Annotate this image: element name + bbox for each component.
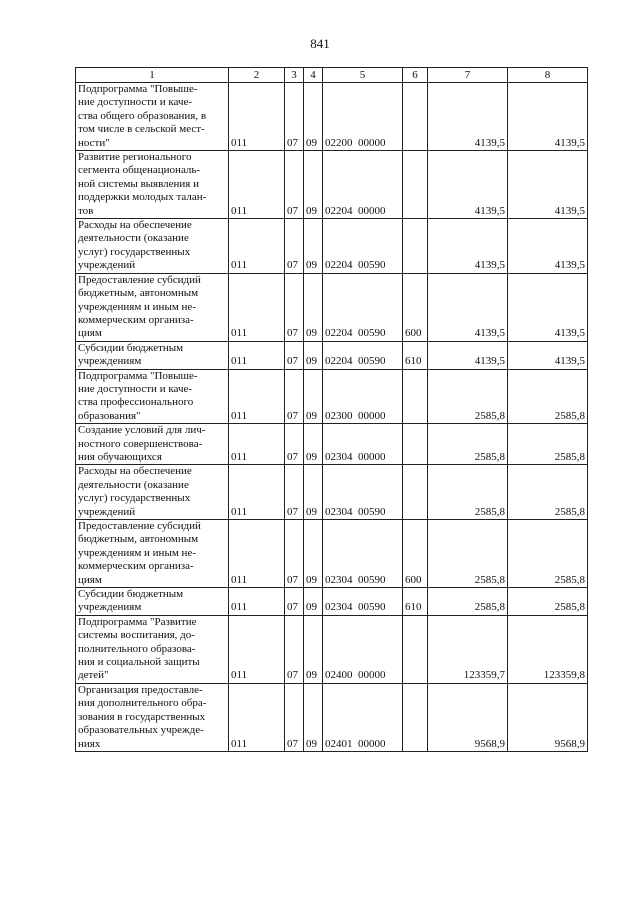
- target-article-code: 02304 00590: [323, 520, 403, 588]
- table-row: [76, 369, 588, 424]
- amount-col-8: 4139,5: [508, 219, 588, 274]
- expense-type-code: [403, 465, 428, 520]
- table-row: [76, 520, 588, 588]
- table-row: [76, 341, 588, 369]
- section-code: 07: [285, 151, 304, 219]
- amount-col-8: 9568,9: [508, 683, 588, 751]
- expense-type-code: [403, 615, 428, 683]
- amount-col-7: 2585,8: [428, 424, 508, 465]
- amount-col-8: 2585,8: [508, 465, 588, 520]
- page-number: 841: [310, 36, 330, 51]
- expense-type-code: 610: [403, 341, 428, 369]
- expense-type-code: [403, 151, 428, 219]
- expense-type-code: [403, 424, 428, 465]
- target-article-code: 02204 00590: [323, 273, 403, 341]
- table-row: [76, 424, 588, 465]
- table-row: [76, 151, 588, 219]
- amount-col-8: 4139,5: [508, 273, 588, 341]
- item-name: Расходы на обеспечение деятельности (оказание услуг) государственных учреждений: [76, 465, 229, 520]
- amount-col-7: 4139,5: [428, 273, 508, 341]
- expense-type-code: [403, 219, 428, 274]
- section-code: 07: [285, 424, 304, 465]
- amount-col-7: 2585,8: [428, 369, 508, 424]
- table-row: [76, 219, 588, 274]
- amount-col-8: 4139,5: [508, 341, 588, 369]
- amount-col-7: 2585,8: [428, 465, 508, 520]
- target-article-code: 02401 00000: [323, 683, 403, 751]
- table-row: [76, 273, 588, 341]
- expense-type-code: [403, 369, 428, 424]
- target-article-code: 02304 00000: [323, 424, 403, 465]
- section-code: 07: [285, 273, 304, 341]
- target-article-code: 02200 00000: [323, 83, 403, 151]
- item-name: Подпрограмма "Развитие системы воспитания, до- полнительного образова- ния и социальной защиты детей": [76, 615, 229, 683]
- amount-col-7: 4139,5: [428, 219, 508, 274]
- table-row: [76, 615, 588, 683]
- amount-col-7: 4139,5: [428, 341, 508, 369]
- target-article-code: 02204 00590: [323, 219, 403, 274]
- header-col-6: 6: [403, 68, 428, 83]
- subsection-code: 09: [304, 520, 323, 588]
- item-name: Субсидии бюджетным учреждениям: [76, 588, 229, 616]
- header-col-1: 1: [76, 68, 229, 83]
- ministry-code: 011: [229, 615, 285, 683]
- table-row: [76, 588, 588, 616]
- ministry-code: 011: [229, 219, 285, 274]
- item-name: Предоставление субсидий бюджетным, автономным учреждениям и иным не- коммерческим организа- циям: [76, 273, 229, 341]
- target-article-code: 02304 00590: [323, 588, 403, 616]
- item-name: Создание условий для лич- ностного совершенствова- ния обучающихся: [76, 424, 229, 465]
- ministry-code: 011: [229, 151, 285, 219]
- expense-type-code: 600: [403, 273, 428, 341]
- ministry-code: 011: [229, 465, 285, 520]
- ministry-code: 011: [229, 424, 285, 465]
- item-name: Расходы на обеспечение деятельности (оказание услуг) государственных учреждений: [76, 219, 229, 274]
- subsection-code: 09: [304, 683, 323, 751]
- amount-col-7: 2585,8: [428, 520, 508, 588]
- amount-col-7: 123359,7: [428, 615, 508, 683]
- subsection-code: 09: [304, 83, 323, 151]
- ministry-code: 011: [229, 588, 285, 616]
- header-col-2: 2: [229, 68, 285, 83]
- header-col-3: 3: [285, 68, 304, 83]
- subsection-code: 09: [304, 424, 323, 465]
- subsection-code: 09: [304, 588, 323, 616]
- section-code: 07: [285, 683, 304, 751]
- ministry-code: 011: [229, 520, 285, 588]
- amount-col-7: 4139,5: [428, 151, 508, 219]
- target-article-code: 02400 00000: [323, 615, 403, 683]
- target-article-code: 02204 00590: [323, 341, 403, 369]
- subsection-code: 09: [304, 273, 323, 341]
- header-row: [76, 68, 588, 83]
- item-name: Субсидии бюджетным учреждениям: [76, 341, 229, 369]
- expense-type-code: 600: [403, 520, 428, 588]
- amount-col-8: 4139,5: [508, 83, 588, 151]
- table-row: [76, 83, 588, 151]
- ministry-code: 011: [229, 683, 285, 751]
- amount-col-8: 123359,8: [508, 615, 588, 683]
- item-name: Развитие регионального сегмента общенациональ- ной системы выявления и поддержки молодых талан- тов: [76, 151, 229, 219]
- section-code: 07: [285, 83, 304, 151]
- table-row: [76, 465, 588, 520]
- amount-col-7: 9568,9: [428, 683, 508, 751]
- section-code: 07: [285, 520, 304, 588]
- target-article-code: 02300 00000: [323, 369, 403, 424]
- header-col-4: 4: [304, 68, 323, 83]
- item-name: Подпрограмма "Повыше- ние доступности и каче- ства профессионального образования": [76, 369, 229, 424]
- section-code: 07: [285, 588, 304, 616]
- amount-col-8: 2585,8: [508, 369, 588, 424]
- amount-col-8: 2585,8: [508, 588, 588, 616]
- budget-table: [75, 67, 588, 752]
- header-col-8: 8: [508, 68, 588, 83]
- amount-col-8: 2585,8: [508, 424, 588, 465]
- amount-col-8: 2585,8: [508, 520, 588, 588]
- subsection-code: 09: [304, 615, 323, 683]
- subsection-code: 09: [304, 465, 323, 520]
- expense-type-code: 610: [403, 588, 428, 616]
- section-code: 07: [285, 341, 304, 369]
- section-code: 07: [285, 219, 304, 274]
- section-code: 07: [285, 465, 304, 520]
- item-name: Предоставление субсидий бюджетным, автономным учреждениям и иным не- коммерческим организа- циям: [76, 520, 229, 588]
- table-body: [76, 83, 588, 752]
- ministry-code: 011: [229, 273, 285, 341]
- header-col-7: 7: [428, 68, 508, 83]
- amount-col-8: 4139,5: [508, 151, 588, 219]
- subsection-code: 09: [304, 341, 323, 369]
- target-article-code: 02304 00590: [323, 465, 403, 520]
- ministry-code: 011: [229, 369, 285, 424]
- expense-type-code: [403, 683, 428, 751]
- amount-col-7: 2585,8: [428, 588, 508, 616]
- section-code: 07: [285, 615, 304, 683]
- table-row: [76, 683, 588, 751]
- subsection-code: 09: [304, 219, 323, 274]
- item-name: Организация предоставле- ния дополнительного обра- зования в государственных образовательных учрежде- ниях: [76, 683, 229, 751]
- section-code: 07: [285, 369, 304, 424]
- header-col-5: 5: [323, 68, 403, 83]
- amount-col-7: 4139,5: [428, 83, 508, 151]
- subsection-code: 09: [304, 369, 323, 424]
- ministry-code: 011: [229, 83, 285, 151]
- ministry-code: 011: [229, 341, 285, 369]
- item-name: Подпрограмма "Повыше- ние доступности и каче- ства общего образования, в том числе в сельской мест- ности": [76, 83, 229, 151]
- target-article-code: 02204 00000: [323, 151, 403, 219]
- expense-type-code: [403, 83, 428, 151]
- subsection-code: 09: [304, 151, 323, 219]
